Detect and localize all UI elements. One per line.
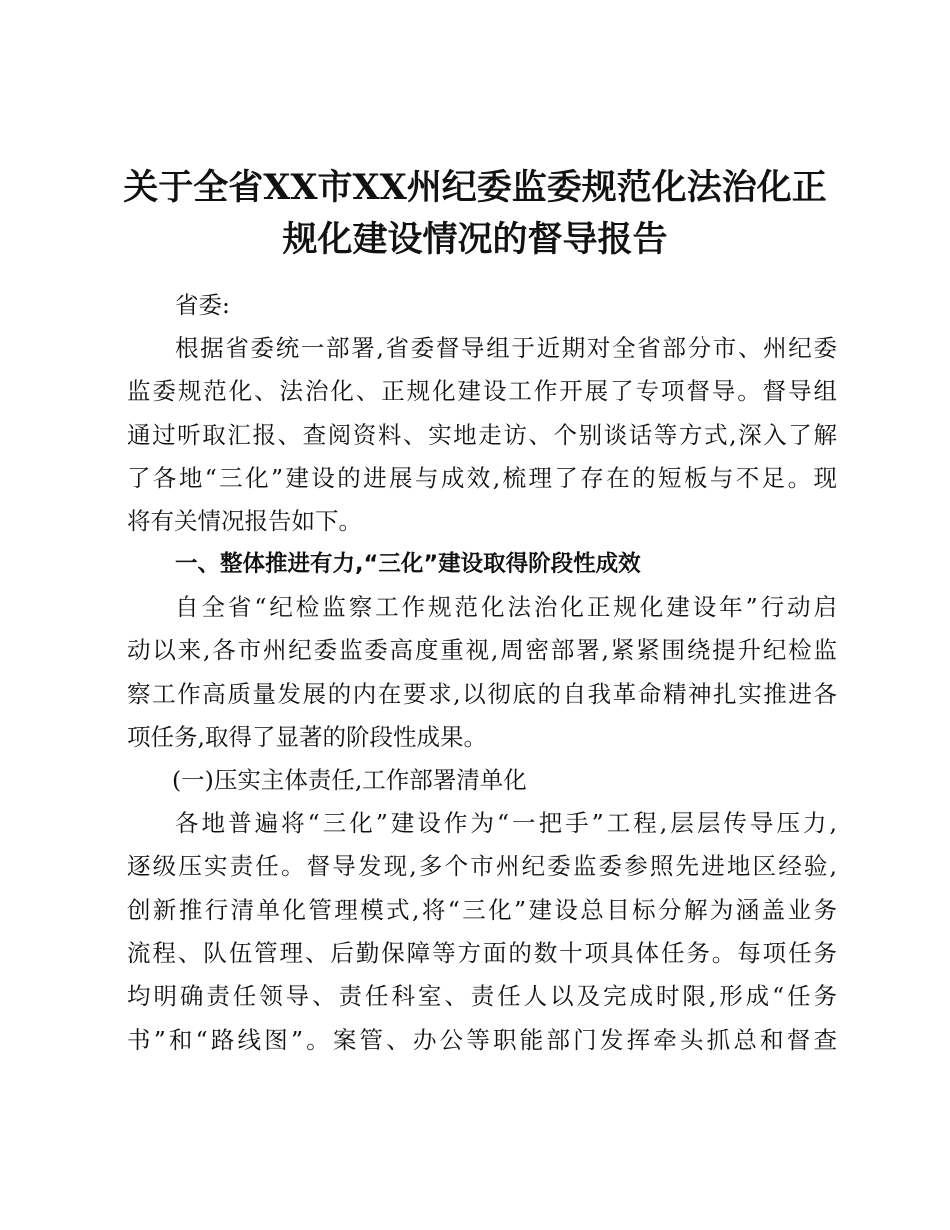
section-paragraph-line: 动以来,各市州纪委监委高度重视,周密部署,紧紧围绕提升纪检监 [127,636,837,664]
intro-line: 了各地“三化”建设的进展与成效,梳理了存在的短板与不足。现 [127,464,837,492]
intro-line: 将有关情况报告如下。 [127,507,362,535]
subsection-paragraph-line: 书”和“路线图”。案管、办公等职能部门发挥牵头抓总和督查 [127,1026,837,1054]
subsection-paragraph-line: 流程、队伍管理、后勤保障等方面的数十项具体任务。每项任务 [127,939,837,967]
subsection-paragraph-line: 各地普遍将“三化”建设作为“一把手”工程,层层传导压力, [175,809,837,837]
section-paragraph-line: 自全省“纪检监察工作规范化法治化正规化建设年”行动启 [175,593,837,621]
salutation: 省委: [175,291,230,319]
intro-line: 根据省委统一部署,省委督导组于近期对全省部分市、州纪委 [175,334,837,362]
subsection-heading: (一)压实主体责任,工作部署清单化 [172,766,527,794]
subsection-paragraph-line: 逐级压实责任。督导发现,多个市州纪委监委参照先进地区经验, [127,852,837,880]
document-title-line-2: 规化建设情况的督导报告 [282,219,668,260]
subsection-paragraph-line: 均明确责任领导、责任科室、责任人以及完成时限,形成“任务 [127,982,837,1010]
subsection-paragraph-line: 创新推行清单化管理模式,将“三化”建设总目标分解为涵盖业务 [127,896,837,924]
section-paragraph-line: 察工作高质量发展的内在要求,以彻底的自我革命精神扎实推进各 [127,680,837,708]
section-paragraph-line: 项任务,取得了显著的阶段性成果。 [127,723,487,751]
document-title-line-1: 关于全省XX市XX州纪委监委规范化法治化正 [123,167,827,208]
intro-line: 监委规范化、法治化、正规化建设工作开展了专项督导。督导组 [127,377,837,405]
intro-line: 通过听取汇报、查阅资料、实地走访、个别谈话等方式,深入了解 [127,421,837,449]
section-heading: 一、整体推进有力,“三化”建设取得阶段性成效 [175,551,641,577]
